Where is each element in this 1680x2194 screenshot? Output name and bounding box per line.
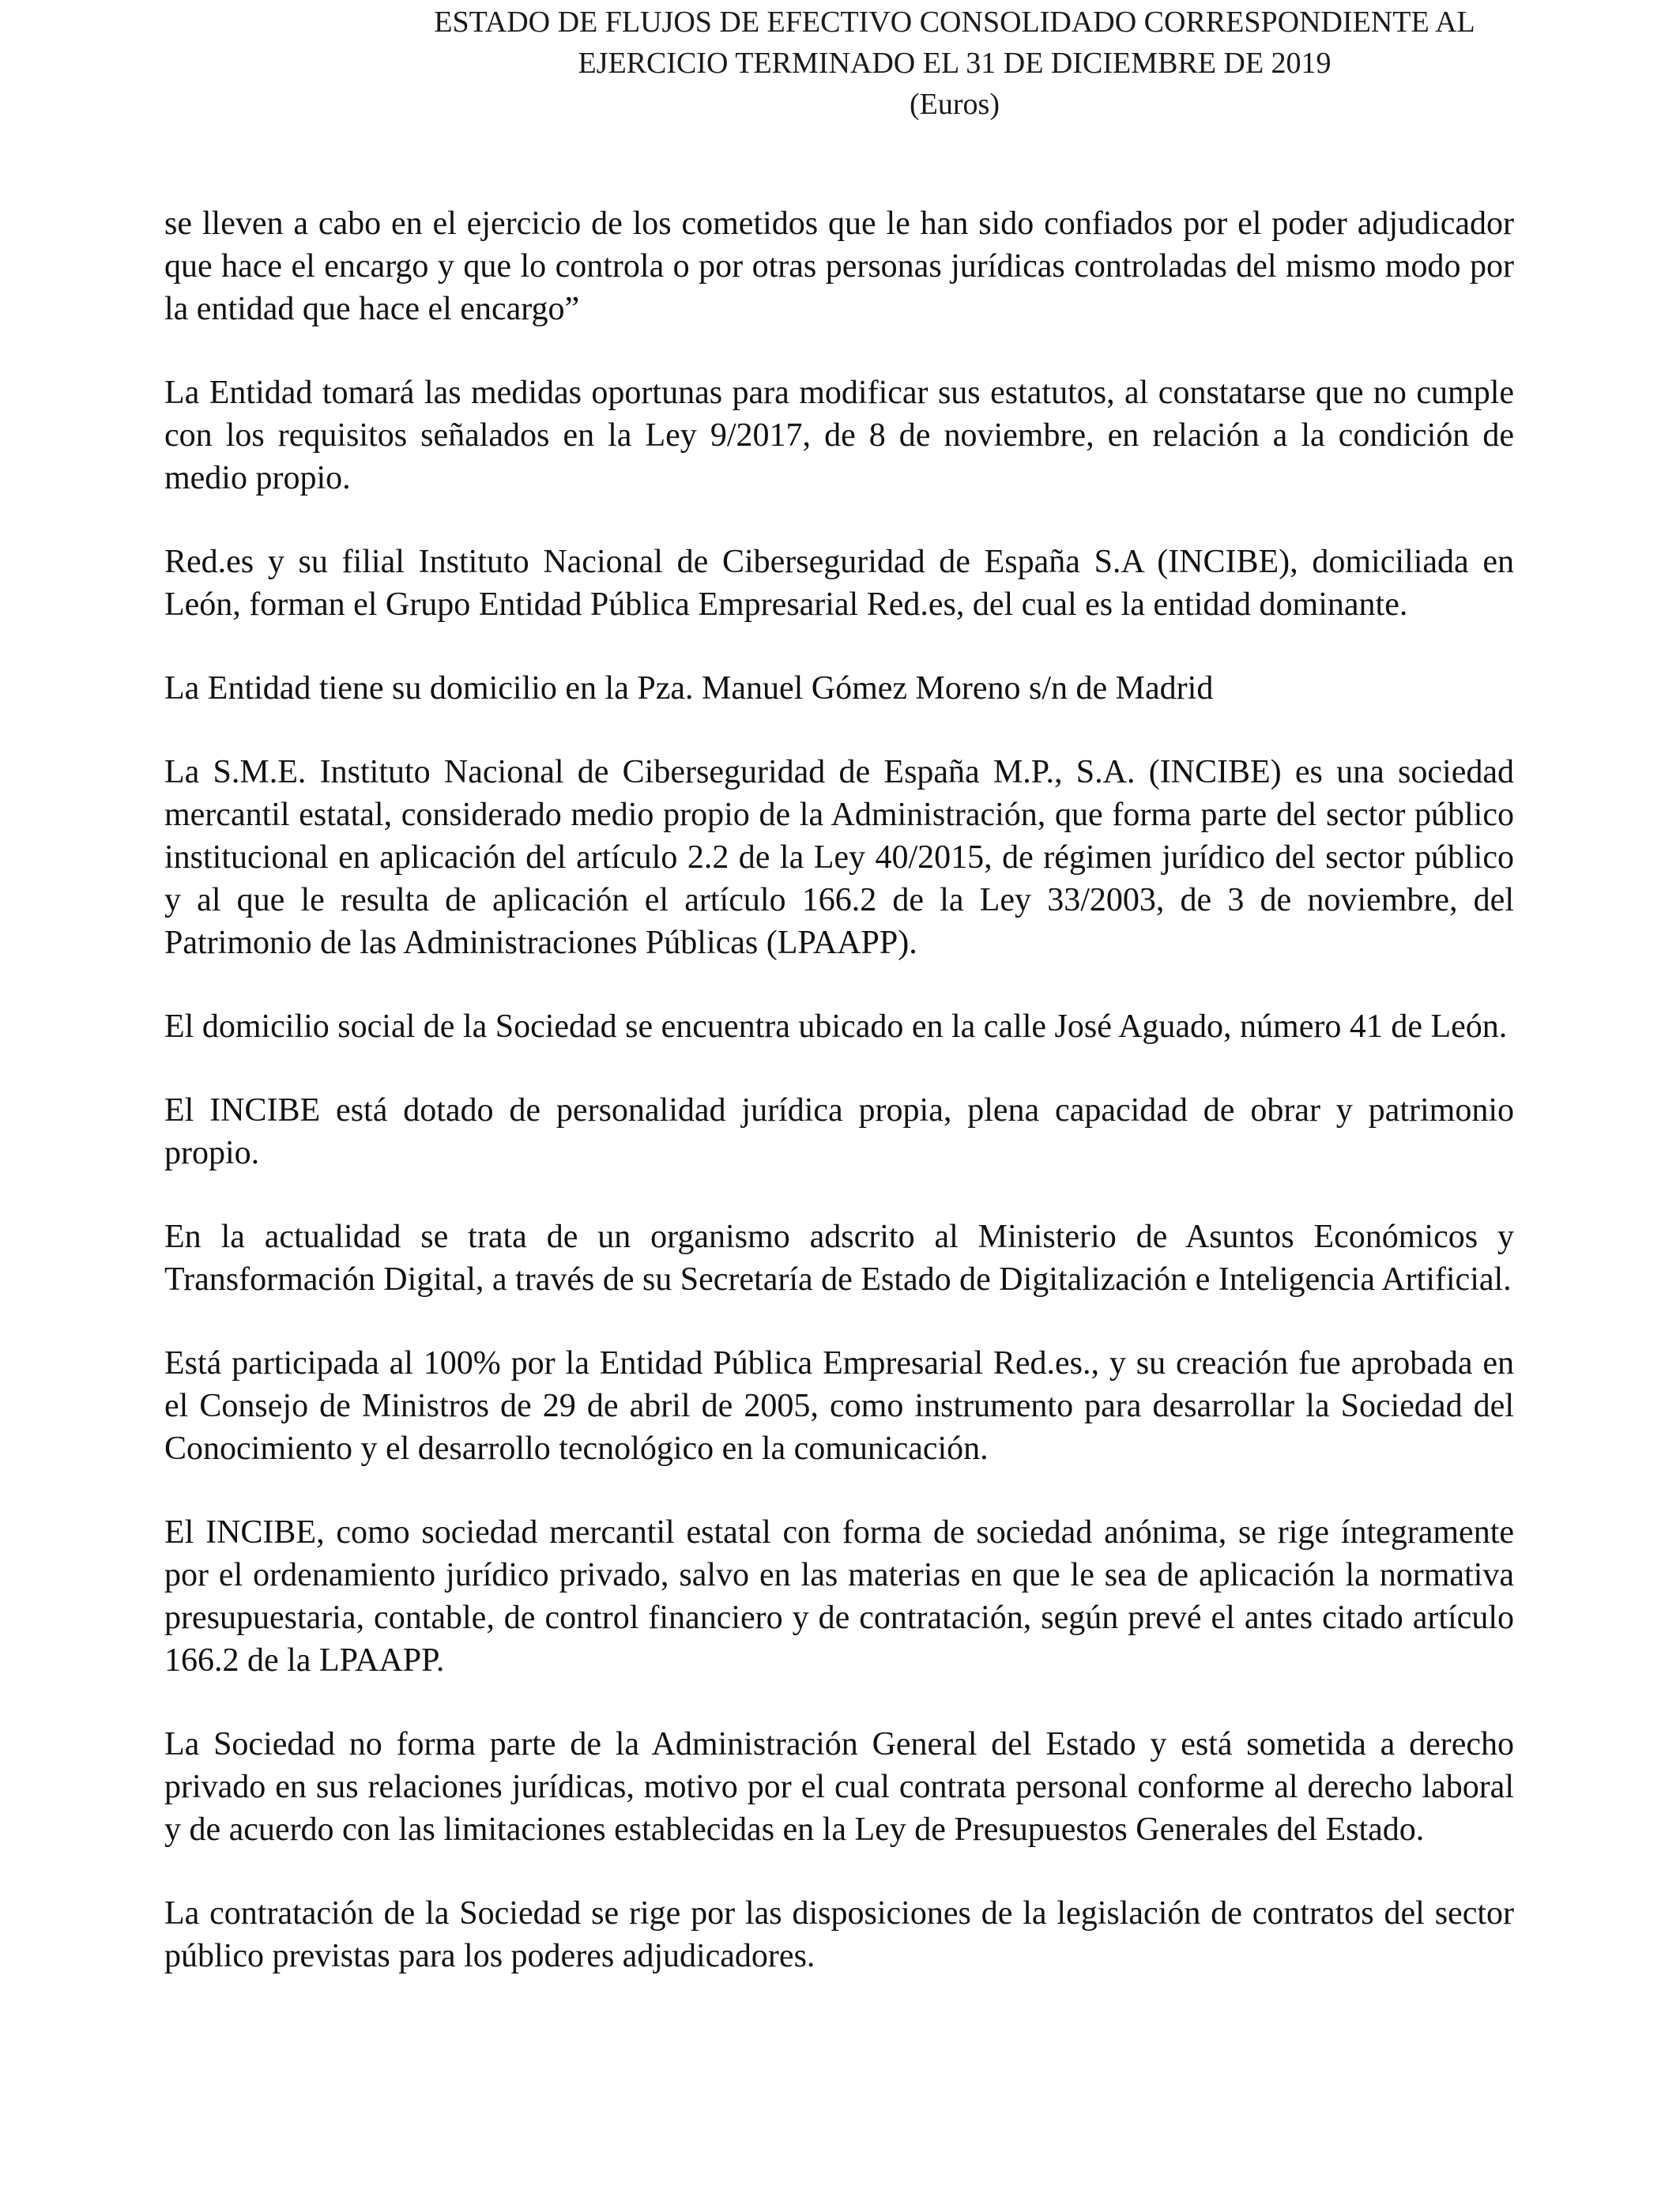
- paragraph-ministerio: En la actualidad se trata de un organismo adscrito al Ministerio de Asuntos Económicos y Transformación Digital, a través de su Secretaría de Estado de Digitalización e Inteligencia Artificial.: [164, 1219, 1514, 1298]
- paragraph-ordenamiento: El INCIBE, como sociedad mercantil estatal con forma de sociedad anónima, se rige íntegramente por el ordenamiento jurídico privado, salvo en las materias en que le sea de aplicación la normativa presupuestaria, contable, de control financiero y de contratación, según prevé el antes citado artículo 166.2 de la LPAAPP.: [164, 1514, 1514, 1679]
- paragraph-participacion: Está participada al 100% por la Entidad Pública Empresarial Red.es., y su creación fue aprobada en el Consejo de Ministros de 29 de abril de 2005, como instrumento para desarrollar la Sociedad del Conocimiento y el desarrollo tecnológico en la comunicación.: [164, 1345, 1514, 1467]
- header-title-line-2: EJERCICIO TERMINADO EL 31 DE DICIEMBRE DE 2019: [578, 47, 1332, 80]
- paragraph-encargo-quote: se lleven a cabo en el ejercicio de los cometidos que le han sido confiados por el poder adjudicador que hace el encargo y que lo controla o por otras personas jurídicas controladas del mismo modo por la entidad que hace el encargo”: [164, 205, 1514, 327]
- paragraph-derecho-privado: La Sociedad no forma parte de la Administración General del Estado y está sometida a derecho privado en sus relaciones jurídicas, motivo por el cual contrata personal conforme al derecho laboral y de acuerdo con las limitaciones establecidas en la Ley de Presupuestos Generales del Estado.: [164, 1726, 1514, 1848]
- header-title-line-1: ESTADO DE FLUJOS DE EFECTIVO CONSOLIDADO CORRESPONDIENTE AL: [434, 6, 1475, 39]
- document-body: [164, 202, 1514, 1977]
- paragraph-grupo-red-es: Red.es y su filial Instituto Nacional de Ciberseguridad de España S.A (INCIBE), domiciliada en León, forman el Grupo Entidad Pública Empresarial Red.es, del cual es la entidad dominante.: [164, 544, 1514, 623]
- paragraph-estatutos: La Entidad tomará las medidas oportunas para modificar sus estatutos, al constatarse que no cumple con los requisitos señalados en la Ley 9/2017, de 8 de noviembre, en relación a la condición de medio propio.: [164, 375, 1514, 496]
- header-currency-note: (Euros): [910, 88, 1000, 121]
- paragraph-contratacion: La contratación de la Sociedad se rige por las disposiciones de la legislación de contratos del sector público previstas para los poderes adjudicadores.: [164, 1895, 1514, 1974]
- page-header: [0, 2, 1680, 125]
- paragraph-personalidad-juridica: El INCIBE está dotado de personalidad jurídica propia, plena capacidad de obrar y patrimonio propio.: [164, 1092, 1514, 1171]
- paragraph-domicilio-madrid: La Entidad tiene su domicilio en la Pza. Manuel Gómez Moreno s/n de Madrid: [164, 670, 1214, 707]
- paragraph-incibe-sociedad: La S.M.E. Instituto Nacional de Ciberseguridad de España M.P., S.A. (INCIBE) es una sociedad mercantil estatal, considerado medio propio de la Administración, que forma parte del sector público institucional en aplicación del artículo 2.2 de la Ley 40/2015, de régimen jurídico del sector público y al que le resulta de aplicación el artículo 166.2 de la Ley 33/2003, de 3 de noviembre, del Patrimonio de las Administraciones Públicas (LPAAPP).: [164, 754, 1514, 961]
- paragraph-domicilio-leon: El domicilio social de la Sociedad se encuentra ubicado en la calle José Aguado, número 41 de León.: [164, 1008, 1508, 1045]
